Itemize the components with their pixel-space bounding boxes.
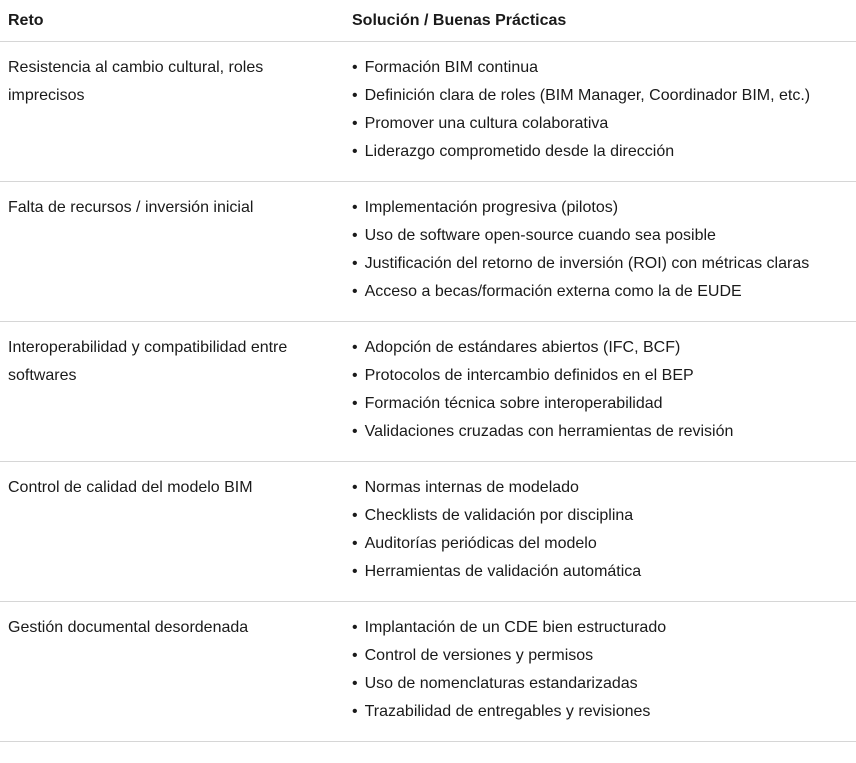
solucion-cell [352,322,856,461]
bullet-item: • Protocolos de intercambio definidos en el BEP [352,362,852,390]
reto-cell: Interoperabilidad y compatibilidad entre softwares [8,339,288,384]
solucion-cell [352,602,856,741]
bullet-list [352,474,852,586]
bullet-item: • Checklists de validación por disciplina [352,502,852,530]
bullet-item: • Formación BIM continua [352,54,852,82]
bullet-item: • Acceso a becas/formación externa como la de EUDE [352,278,852,306]
bullet-item: • Normas internas de modelado [352,474,852,502]
table-row [0,322,856,462]
bullet-item: • Uso de nomenclaturas estandarizadas [352,670,852,698]
bullet-list [352,54,852,166]
table-row [0,182,856,322]
solucion-cell [352,182,856,321]
header-solucion: Solución / Buenas Prácticas [352,12,567,29]
solucion-cell [352,42,856,181]
reto-cell: Control de calidad del modelo BIM [8,479,253,496]
solucion-cell [352,462,856,601]
bullet-item: • Herramientas de validación automática [352,558,852,586]
table-row [0,462,856,602]
bullet-item: • Uso de software open-source cuando sea posible [352,222,852,250]
reto-cell: Resistencia al cambio cultural, roles imprecisos [8,59,264,104]
bullet-item: • Definición clara de roles (BIM Manager, Coordinador BIM, etc.) [352,82,852,110]
header-row [0,0,856,42]
bullet-item: • Implementación progresiva (pilotos) [352,194,852,222]
header-reto: Reto [8,12,44,29]
bullet-item: • Formación técnica sobre interoperabilidad [352,390,852,418]
bullet-item: • Implantación de un CDE bien estructurado [352,614,852,642]
bullet-item: • Validaciones cruzadas con herramientas de revisión [352,418,852,446]
bullet-item: • Auditorías periódicas del modelo [352,530,852,558]
bullet-item: • Justificación del retorno de inversión (ROI) con métricas claras [352,250,852,278]
bullet-list [352,334,852,446]
reto-cell: Gestión documental desordenada [8,619,249,636]
bullet-item: • Promover una cultura colaborativa [352,110,852,138]
bullet-item: • Control de versiones y permisos [352,642,852,670]
bullet-item: • Liderazgo comprometido desde la dirección [352,138,852,166]
table-row [0,42,856,182]
table-row [0,602,856,742]
reto-cell: Falta de recursos / inversión inicial [8,199,254,216]
bullet-list [352,614,852,726]
bullet-item: • Adopción de estándares abiertos (IFC, BCF) [352,334,852,362]
bullet-list [352,194,852,306]
bullet-item: • Trazabilidad de entregables y revisiones [352,698,852,726]
